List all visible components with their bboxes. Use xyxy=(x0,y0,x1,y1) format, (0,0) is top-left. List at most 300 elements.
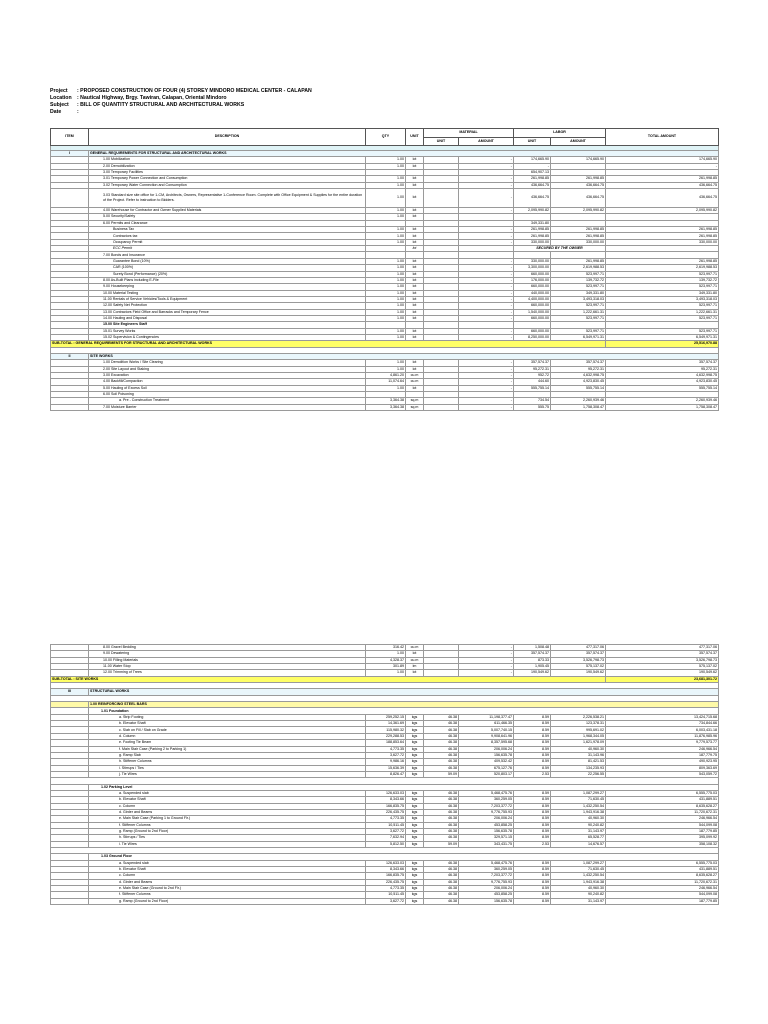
unit-cell: lot xyxy=(406,315,424,321)
material-unit-cell: 46.38 xyxy=(424,879,459,885)
material-amount-cell: 5,468,475.76 xyxy=(459,860,514,866)
total-amount-cell: 6,003,431.18 xyxy=(606,727,719,733)
labor-unit-cell: 660,000.00 xyxy=(514,303,551,309)
description-cell: 10.00 Filling Materials xyxy=(89,657,366,663)
qty-cell: 1.00 xyxy=(366,189,406,208)
total-amount-cell: 11,720,672.31 xyxy=(606,809,719,815)
material-unit-cell: 46.38 xyxy=(424,860,459,866)
unit-cell: lot xyxy=(406,328,424,334)
unit-cell: kgs xyxy=(406,873,424,879)
labor-amount-cell: 31,143.97 xyxy=(551,898,606,904)
labor-unit-cell: 660,000.00 xyxy=(514,315,551,321)
unit-cell: kgs xyxy=(406,841,424,847)
total-amount-cell: 809,363.69 xyxy=(606,765,719,771)
qty-cell: 4,773.35 xyxy=(366,886,406,892)
qty-cell: 1.00 xyxy=(366,176,406,182)
material-unit-cell: 46.38 xyxy=(424,740,459,746)
labor-unit-cell: 555.75 xyxy=(514,404,551,410)
total-amount-cell: 261,998.85 xyxy=(606,258,719,264)
qty-cell: 10,511.45 xyxy=(366,822,406,828)
total-amount-cell: 349,331.80 xyxy=(606,290,719,296)
total-amount-cell: - xyxy=(606,163,719,169)
labor-amount-cell: 1,621,978.09 xyxy=(551,740,606,746)
description-cell: a. Suspended slab xyxy=(89,860,366,866)
owner-note-cell: SECURED BY THE OWNER xyxy=(514,246,606,252)
material-unit-cell: 46.38 xyxy=(424,746,459,752)
material-unit-cell: 46.38 xyxy=(424,835,459,841)
material-amount-cell: 453,858.25 xyxy=(459,892,514,898)
qty-cell: 1.00 xyxy=(366,303,406,309)
labor-unit-cell: 952.72 xyxy=(514,373,551,379)
unit-cell: kgs xyxy=(406,886,424,892)
boq-table-page-1 xyxy=(50,128,719,411)
total-amount-cell: 3,493,318.03 xyxy=(606,296,719,302)
material-amount-cell: - xyxy=(459,271,514,277)
section-title: STRUCTURAL WORKS xyxy=(89,689,719,695)
qty-cell: 126,633.03 xyxy=(366,860,406,866)
description-cell: f. Stiffener Columns xyxy=(89,822,366,828)
qty-cell: 1.00 xyxy=(366,157,406,163)
col-qty-header: QTY xyxy=(366,129,406,146)
labor-amount-cell: 1,968,344.05 xyxy=(551,733,606,739)
qty-cell: 301.89 xyxy=(366,664,406,670)
labor-unit-cell: 555,755.14 xyxy=(514,385,551,391)
description-cell: 15.01 Survey Works xyxy=(89,328,366,334)
qty-cell: 7,632.94 xyxy=(366,835,406,841)
material-unit-cell: 46.38 xyxy=(424,873,459,879)
labor-amount-cell: 523,997.71 xyxy=(551,284,606,290)
total-amount-cell: 246,966.54 xyxy=(606,746,719,752)
total-amount-cell: 8,635,628.27 xyxy=(606,803,719,809)
total-amount-cell: 246,966.54 xyxy=(606,816,719,822)
total-amount-cell: 139,732.72 xyxy=(606,277,719,283)
material-amount-cell: - xyxy=(459,379,514,385)
qty-cell: 9,986.16 xyxy=(366,759,406,765)
material-amount-cell: - xyxy=(459,157,514,163)
unit-cell: cu.m xyxy=(406,379,424,385)
unit-cell: lot xyxy=(406,163,424,169)
description-cell: d. Column xyxy=(89,733,366,739)
labor-unit-cell: 8.59 xyxy=(514,860,551,866)
qty-cell: 15,636.39 xyxy=(366,765,406,771)
labor-unit-cell: 1,905.45 xyxy=(514,664,551,670)
total-amount-cell: 357,574.37 xyxy=(606,360,719,366)
labor-unit-cell: 436,664.75 xyxy=(514,182,551,188)
material-amount-cell: 5,468,475.76 xyxy=(459,790,514,796)
description-cell: ECC Permit xyxy=(89,246,366,252)
labor-unit-cell: - xyxy=(514,163,551,169)
col-material-header: MATERIAL xyxy=(424,129,514,138)
material-amount-cell: 7,203,377.72 xyxy=(459,873,514,879)
description-cell: 1.00 Mobilization xyxy=(89,157,366,163)
labor-amount-cell: 436,664.75 xyxy=(551,182,606,188)
unit-cell: lm xyxy=(406,664,424,670)
qty-cell: 1.00 xyxy=(366,309,406,315)
table-row xyxy=(51,404,719,410)
material-amount-cell: - xyxy=(459,315,514,321)
labor-amount-cell: 1,943,916.38 xyxy=(551,809,606,815)
unit-cell: sq.m xyxy=(406,404,424,410)
unit-cell: lot xyxy=(406,239,424,245)
description-cell: 9.00 Dewatering xyxy=(89,651,366,657)
labor-amount-cell: 81,421.53 xyxy=(551,759,606,765)
total-amount-cell: 4,632,998.75 xyxy=(606,373,719,379)
labor-unit-cell: 8.59 xyxy=(514,759,551,765)
description-cell: 3.00 Excavation xyxy=(89,373,366,379)
material-amount-cell: - xyxy=(459,670,514,676)
description-cell: Business Tax xyxy=(89,227,366,233)
description-cell: 5.00 Security/Safety xyxy=(89,214,366,220)
unit-cell: lot xyxy=(406,258,424,264)
material-unit-cell: 46.38 xyxy=(424,828,459,834)
col-labor-header: LABOR xyxy=(514,129,606,138)
labor-unit-cell: 660,000.00 xyxy=(514,284,551,290)
description-cell: a. Suspended slab xyxy=(89,790,366,796)
labor-unit-cell: 8.59 xyxy=(514,867,551,873)
unit-cell: lot xyxy=(406,189,424,208)
qty-cell: 229,288.53 xyxy=(366,733,406,739)
labor-unit-cell: 95,272.31 xyxy=(514,366,551,372)
total-amount-cell: 523,997.71 xyxy=(606,303,719,309)
material-unit-cell: 46.38 xyxy=(424,759,459,765)
labor-amount-cell: 95,272.31 xyxy=(551,366,606,372)
labor-unit-cell: 8.59 xyxy=(514,879,551,885)
labor-amount-cell: 123,378.31 xyxy=(551,721,606,727)
description-cell: Surety Bond (Performance) (20%) xyxy=(89,271,366,277)
labor-unit-cell: 261,998.85 xyxy=(514,227,551,233)
material-unit-cell: 46.38 xyxy=(424,721,459,727)
description-cell: 7.00 Moisture Barrier xyxy=(89,404,366,410)
unit-cell: kgs xyxy=(406,759,424,765)
boq-table-page-2 xyxy=(50,644,719,905)
total-amount-cell: 2,095,990.82 xyxy=(606,208,719,214)
material-amount-cell: - xyxy=(459,309,514,315)
labor-amount-cell: 174,665.90 xyxy=(551,157,606,163)
total-amount-cell: 2,619,988.53 xyxy=(606,265,719,271)
labor-amount-cell: 40,960.30 xyxy=(551,816,606,822)
description-cell: i. Tie Wires xyxy=(89,841,366,847)
material-unit-cell: 46.38 xyxy=(424,797,459,803)
labor-unit-cell: 330,000.00 xyxy=(514,239,551,245)
total-amount-cell: 490,923.95 xyxy=(606,759,719,765)
description-cell: CAR (100%) xyxy=(89,265,366,271)
description-cell: i. Stirrups / Ties xyxy=(89,765,366,771)
unit-cell: lot xyxy=(406,303,424,309)
material-unit-cell: 46.38 xyxy=(424,898,459,904)
unit-cell: sq.m xyxy=(406,398,424,404)
description-cell: 14.00 Hauling and Disposal xyxy=(89,315,366,321)
material-amount-cell: - xyxy=(459,328,514,334)
total-amount-cell: 187,779.85 xyxy=(606,898,719,904)
material-amount-cell: 520,803.17 xyxy=(459,771,514,777)
material-amount-cell: - xyxy=(459,290,514,296)
unit-cell: kgs xyxy=(406,867,424,873)
project-header xyxy=(50,88,312,116)
labor-amount-cell: 31,143.97 xyxy=(551,828,606,834)
qty-cell: 1.00 xyxy=(366,214,406,220)
unit-cell: lot xyxy=(406,334,424,340)
labor-amount-cell: 523,997.71 xyxy=(551,271,606,277)
unit-cell: cu.m xyxy=(406,373,424,379)
material-unit-cell: 46.38 xyxy=(424,790,459,796)
labor-unit-cell: 8.59 xyxy=(514,816,551,822)
labor-unit-cell: 8.59 xyxy=(514,873,551,879)
labor-amount-cell: 71,630.45 xyxy=(551,797,606,803)
labor-unit-cell: 8.59 xyxy=(514,809,551,815)
location-line: Location : Nautical Highway, Brgy. Tawiran, Calapan, Oriental Mindoro xyxy=(50,95,227,101)
material-amount-cell: - xyxy=(459,651,514,657)
unit-cell: lot xyxy=(406,309,424,315)
subtotal-label: SUB-TOTAL : SITE WORKS xyxy=(51,676,606,682)
col-labor-unit-header: UNIT xyxy=(514,137,551,146)
labor-amount-cell: 190,549.62 xyxy=(551,670,606,676)
material-amount-cell: 206,006.24 xyxy=(459,816,514,822)
material-unit-cell: 46.38 xyxy=(424,733,459,739)
labor-amount-cell: 575,137.02 xyxy=(551,664,606,670)
description-cell: 15.00 Site Engineers Staff xyxy=(89,322,366,328)
unit-cell: lot xyxy=(406,182,424,188)
unit-cell: lot xyxy=(406,651,424,657)
labor-amount-cell: 6,549,971.31 xyxy=(551,334,606,340)
material-unit-cell: 46.38 xyxy=(424,727,459,733)
unit-cell: lot xyxy=(406,277,424,283)
labor-amount-cell: 523,997.71 xyxy=(551,315,606,321)
total-amount-cell: 261,998.85 xyxy=(606,233,719,239)
labor-amount-cell: 2,095,990.82 xyxy=(551,208,606,214)
labor-unit-cell: 190,549.62 xyxy=(514,670,551,676)
qty-cell: 1.00 xyxy=(366,670,406,676)
labor-unit-cell: 1,540,000.00 xyxy=(514,309,551,315)
material-amount-cell: 156,635.78 xyxy=(459,752,514,758)
material-amount-cell: - xyxy=(459,277,514,283)
labor-unit-cell: 357,574.37 xyxy=(514,360,551,366)
labor-amount-cell: 2,226,538.21 xyxy=(551,714,606,720)
labor-unit-cell: 8.59 xyxy=(514,721,551,727)
labor-unit-cell: 8.59 xyxy=(514,746,551,752)
col-labor-amount-header: AMOUNT xyxy=(551,137,606,146)
labor-unit-cell: 8.59 xyxy=(514,765,551,771)
description-cell: Occupancy Permit xyxy=(89,239,366,245)
col-total-header: TOTAL AMOUNT xyxy=(606,129,719,146)
total-amount-cell: 431,889.51 xyxy=(606,867,719,873)
unit-cell: kgs xyxy=(406,797,424,803)
unit-cell: lot xyxy=(406,233,424,239)
labor-unit-cell: 176,000.00 xyxy=(514,277,551,283)
unit-cell: lot xyxy=(406,265,424,271)
labor-amount-cell: 330,000.00 xyxy=(551,239,606,245)
qty-cell: 1.00 xyxy=(366,258,406,264)
material-amount-cell: 9,776,755.93 xyxy=(459,809,514,815)
material-amount-cell: - xyxy=(459,373,514,379)
qty-cell: 8,343.66 xyxy=(366,797,406,803)
material-amount-cell: 156,635.78 xyxy=(459,828,514,834)
description-cell: Guarantee Bond (10%) xyxy=(89,258,366,264)
total-amount-cell: 11,720,672.31 xyxy=(606,879,719,885)
labor-unit-cell: 660,000.00 xyxy=(514,271,551,277)
labor-amount-cell: 357,574.37 xyxy=(551,360,606,366)
labor-amount-cell: 261,998.85 xyxy=(551,258,606,264)
table-row xyxy=(51,898,719,904)
subject-line: Subject : BILL OF QUANTITY STRUCTURAL AND ARCHITECTURAL WORKS xyxy=(50,102,245,108)
material-amount-cell: 675,127.76 xyxy=(459,765,514,771)
col-unit-header: UNIT xyxy=(406,129,424,146)
total-amount-cell: 174,665.90 xyxy=(606,157,719,163)
description-cell: 8.00 As-Built Plans including E-File xyxy=(89,277,366,283)
unit-cell: kgs xyxy=(406,809,424,815)
unit-cell: kgs xyxy=(406,822,424,828)
total-amount-cell: 395,099.92 xyxy=(606,835,719,841)
qty-cell: 14,361.69 xyxy=(366,721,406,727)
total-amount-cell: 1,222,661.31 xyxy=(606,309,719,315)
qty-cell: 1.00 xyxy=(366,296,406,302)
qty-cell: 3,627.72 xyxy=(366,828,406,834)
material-amount-cell: - xyxy=(459,366,514,372)
labor-amount-cell: 1,943,916.38 xyxy=(551,879,606,885)
labor-unit-cell: 3,300,000.00 xyxy=(514,265,551,271)
labor-unit-cell: 8,250,000.00 xyxy=(514,334,551,340)
item-cell xyxy=(51,189,89,208)
total-amount-cell: 436,664.75 xyxy=(606,182,719,188)
material-amount-cell: 11,198,377.47 xyxy=(459,714,514,720)
labor-unit-cell: 261,998.85 xyxy=(514,176,551,182)
unit-cell: kgs xyxy=(406,740,424,746)
unit-cell: lot xyxy=(406,208,424,214)
total-amount-cell: 477,317.06 xyxy=(606,645,719,651)
labor-amount-cell: 261,998.85 xyxy=(551,227,606,233)
material-unit-cell: 46.38 xyxy=(424,816,459,822)
material-amount-cell: - xyxy=(459,176,514,182)
qty-cell: 226,435.75 xyxy=(366,809,406,815)
material-amount-cell: - xyxy=(459,189,514,208)
qty-cell: 1.00 xyxy=(366,227,406,233)
section-item-number: III xyxy=(51,689,89,695)
labor-amount-cell: 65,528.77 xyxy=(551,835,606,841)
description-cell: 11.00 Rentals of Service Vehicles/Tools & Equipment xyxy=(89,296,366,302)
material-amount-cell: 8,357,595.68 xyxy=(459,740,514,746)
material-amount-cell: 7,203,377.72 xyxy=(459,803,514,809)
material-amount-cell: - xyxy=(459,398,514,404)
description-cell: c. Slab on Fill / Slab on Grade xyxy=(89,727,366,733)
labor-amount-cell: 1,758,308.47 xyxy=(551,404,606,410)
unit-cell: kgs xyxy=(406,752,424,758)
qty-cell: 3,627.72 xyxy=(366,898,406,904)
description-cell: a. Strip Footing xyxy=(89,714,366,720)
labor-unit-cell: 444.60 xyxy=(514,379,551,385)
material-amount-cell: 329,571.15 xyxy=(459,835,514,841)
labor-amount-cell: 436,664.75 xyxy=(551,189,606,208)
qty-cell: 1.00 xyxy=(366,271,406,277)
material-amount-cell: 206,006.24 xyxy=(459,886,514,892)
subtotal-amount: 25,516,970.88 xyxy=(606,341,719,347)
subtotal-label: SUB-TOTAL : GENERAL REQUIREMENTS FOR STRUCTURAL AND ARCHITECTURAL WORKS xyxy=(51,341,606,347)
labor-amount-cell: 71,630.45 xyxy=(551,867,606,873)
unit-cell: lot xyxy=(406,227,424,233)
material-amount-cell: 206,006.24 xyxy=(459,746,514,752)
description-cell: e. Footing Tie Beam xyxy=(89,740,366,746)
labor-amount-cell: 14,676.57 xyxy=(551,841,606,847)
total-amount-cell: 358,108.32 xyxy=(606,841,719,847)
qty-cell: 4,773.35 xyxy=(366,816,406,822)
total-amount-cell: 523,997.71 xyxy=(606,328,719,334)
labor-amount-cell: 1,222,661.31 xyxy=(551,309,606,315)
labor-unit-cell: 8.59 xyxy=(514,803,551,809)
total-amount-cell: 187,779.85 xyxy=(606,828,719,834)
total-amount-cell: 187,779.75 xyxy=(606,752,719,758)
labor-unit-cell: 8.59 xyxy=(514,797,551,803)
description-cell: 3.00 Temporary Facilities xyxy=(89,170,366,176)
material-unit-cell: 46.38 xyxy=(424,803,459,809)
labor-amount-cell: 995,691.02 xyxy=(551,727,606,733)
qty-cell: 226,435.75 xyxy=(366,879,406,885)
qty-cell: 188,853.64 xyxy=(366,740,406,746)
material-amount-cell: - xyxy=(459,163,514,169)
total-amount-cell: 6,549,971.31 xyxy=(606,334,719,340)
description-cell: b. Elevator Shaft xyxy=(89,797,366,803)
material-amount-cell: - xyxy=(459,404,514,410)
unit-cell: kgs xyxy=(406,803,424,809)
qty-cell: 3,364.38 xyxy=(366,398,406,404)
section-title: SITE WORKS xyxy=(89,353,719,359)
project-line: Project : PROPOSED CONSTRUCTION OF FOUR (4) STOREY MINDORO MEDICAL CENTER - CALAPAN xyxy=(50,88,312,94)
total-amount-cell: 523,997.71 xyxy=(606,271,719,277)
description-cell: d. Girder and Beams xyxy=(89,879,366,885)
description-cell: f. Main Stair Case (Parking 2 to Parking 1) xyxy=(89,746,366,752)
total-amount-cell: 330,000.00 xyxy=(606,239,719,245)
labor-amount-cell: 40,960.30 xyxy=(551,746,606,752)
total-amount-cell: 13,424,715.68 xyxy=(606,714,719,720)
description-cell: 5.00 Hauling of Excess Soil xyxy=(89,385,366,391)
labor-amount-cell: 40,960.30 xyxy=(551,886,606,892)
description-cell: 8.00 Gravel Bedding xyxy=(89,645,366,651)
material-amount-cell: - xyxy=(459,645,514,651)
description-cell: 2.00 Site Layout and Staking xyxy=(89,366,366,372)
total-amount-cell: 436,664.75 xyxy=(606,189,719,208)
qty-cell: 1.00 xyxy=(366,360,406,366)
description-cell: 6.00 Permits and Clearance xyxy=(89,220,366,226)
material-amount-cell: 5,007,740.15 xyxy=(459,727,514,733)
unit-cell: kgs xyxy=(406,790,424,796)
unit-cell: lot xyxy=(406,157,424,163)
material-unit-cell: 59.09 xyxy=(424,841,459,847)
total-amount-cell: 544,099.08 xyxy=(606,822,719,828)
labor-amount-cell: 2,619,988.53 xyxy=(551,265,606,271)
section-item-number: II xyxy=(51,353,89,359)
material-unit-cell: 46.38 xyxy=(424,752,459,758)
table-row xyxy=(51,189,719,208)
labor-unit-cell: 8.59 xyxy=(514,752,551,758)
unit-cell: kgs xyxy=(406,879,424,885)
col-material-amount-header: AMOUNT xyxy=(459,137,514,146)
total-amount-cell: 575,137.02 xyxy=(606,664,719,670)
qty-cell: 115,980.32 xyxy=(366,727,406,733)
qty-cell: 1.00 xyxy=(366,163,406,169)
unit-cell: lot xyxy=(406,176,424,182)
material-amount-cell: - xyxy=(459,233,514,239)
labor-unit-cell: 1,508.48 xyxy=(514,645,551,651)
description-cell: a. Pre - Construction Treatment xyxy=(89,398,366,404)
qty-cell: 1.00 xyxy=(366,334,406,340)
material-amount-cell: - xyxy=(459,296,514,302)
total-amount-cell: 4,923,830.45 xyxy=(606,379,719,385)
unit-cell: lot xyxy=(406,670,424,676)
unit-cell: kgs xyxy=(406,816,424,822)
labor-amount-cell: 477,317.06 xyxy=(551,645,606,651)
qty-cell: 4,328.37 xyxy=(366,657,406,663)
material-unit-cell: 46.38 xyxy=(424,867,459,873)
unit-cell: kgs xyxy=(406,828,424,834)
qty-cell: 1.00 xyxy=(366,182,406,188)
qty-cell: 8,343.66 xyxy=(366,867,406,873)
